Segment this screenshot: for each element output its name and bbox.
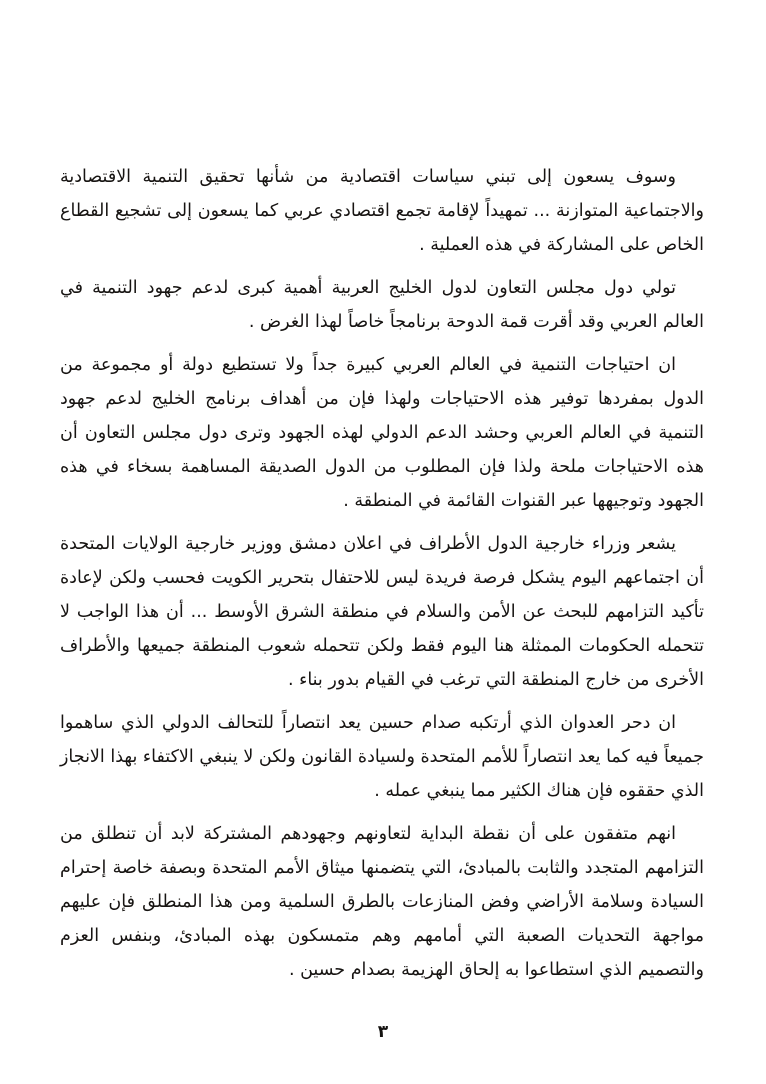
paragraph-3: ان احتياجات التنمية في العالم العربي كبيرة جداً ولا تستطيع دولة أو مجموعة من الدول بمفردها توفير هذه الاحتياجات ولهذا فإن من أهداف برنامج الخليج لدعم جهود التنمية في العالم العربي وحشد الدعم الدولي لهذه الجهود وترى دول مجلس التعاون أن هذه الاحتياجات ملحة ولذا فإن المطلوب من الدول الصديقة المساهمة بسخاء في هذه الجهود وتوجيهها عبر القنوات القائمة في المنطقة . — [60, 355, 704, 511]
body-text — [60, 160, 704, 996]
paragraph-5: ان دحر العدوان الذي أرتكبه صدام حسين يعد انتصاراً للتحالف الدولي الذي ساهموا جميعاً فيه كما يعد انتصاراً للأمم المتحدة ولسيادة القانون ولكن لا ينبغي الاكتفاء بهذا الانجاز الذي حققوه فإن هناك الكثير مما ينبغي عمله . — [59, 713, 704, 801]
paragraph-1: وسوف يسعون إلى تبني سياسات اقتصادية من شأنها تحقيق التنمية الاقتصادية والاجتماعية المتوازنة ... تمهيداً لإقامة تجمع اقتصادي عربي كما يسعون إلى تشجيع القطاع الخاص على المشاركة في هذه العملية . — [60, 167, 704, 255]
paragraph-6: انهم متفقون على أن نقطة البداية لتعاونهم وجهودهم المشتركة لابد أن تنطلق من التزامهم المتجدد والثابت بالمبادئ، التي يتضمنها ميثاق الأمم المتحدة وبصفة خاصة إحترام السيادة وسلامة الأراضي وفض المنازعات بالطرق السلمية ومن هذا المنطلق فإن عليهم مواجهة التحديات الصعبة التي أمامهم وهم متمسكون بهذه المبادئ، وبنفس العزم والتصميم الذي استطاعوا به إلحاق الهزيمة بصدام حسين . — [60, 824, 704, 980]
paragraph-4: يشعر وزراء خارجية الدول الأطراف في اعلان دمشق ووزير خارجية الولايات المتحدة أن اجتماعهم اليوم يشكل فرصة فريدة ليس للاحتفال بتحرير الكويت فحسب ولكن لإعادة تأكيد التزامهم للبحث عن الأمن والسلام في منطقة الشرق الأوسط ... أن هذا الواجب لا تتحمله الحكومات الممثلة هنا اليوم فقط ولكن تتحمله شعوب المنطقة جميعها والأطراف الأخرى من خارج المنطقة التي ترغب في القيام بدور بناء . — [60, 534, 704, 690]
paragraph-2: تولي دول مجلس التعاون لدول الخليج العربية أهمية كبرى لدعم جهود التنمية في العالم العربي وقد أقرت قمة الدوحة برنامجاً خاصاً لهذا الغرض . — [60, 278, 704, 332]
page-number: ٣ — [377, 1022, 389, 1042]
